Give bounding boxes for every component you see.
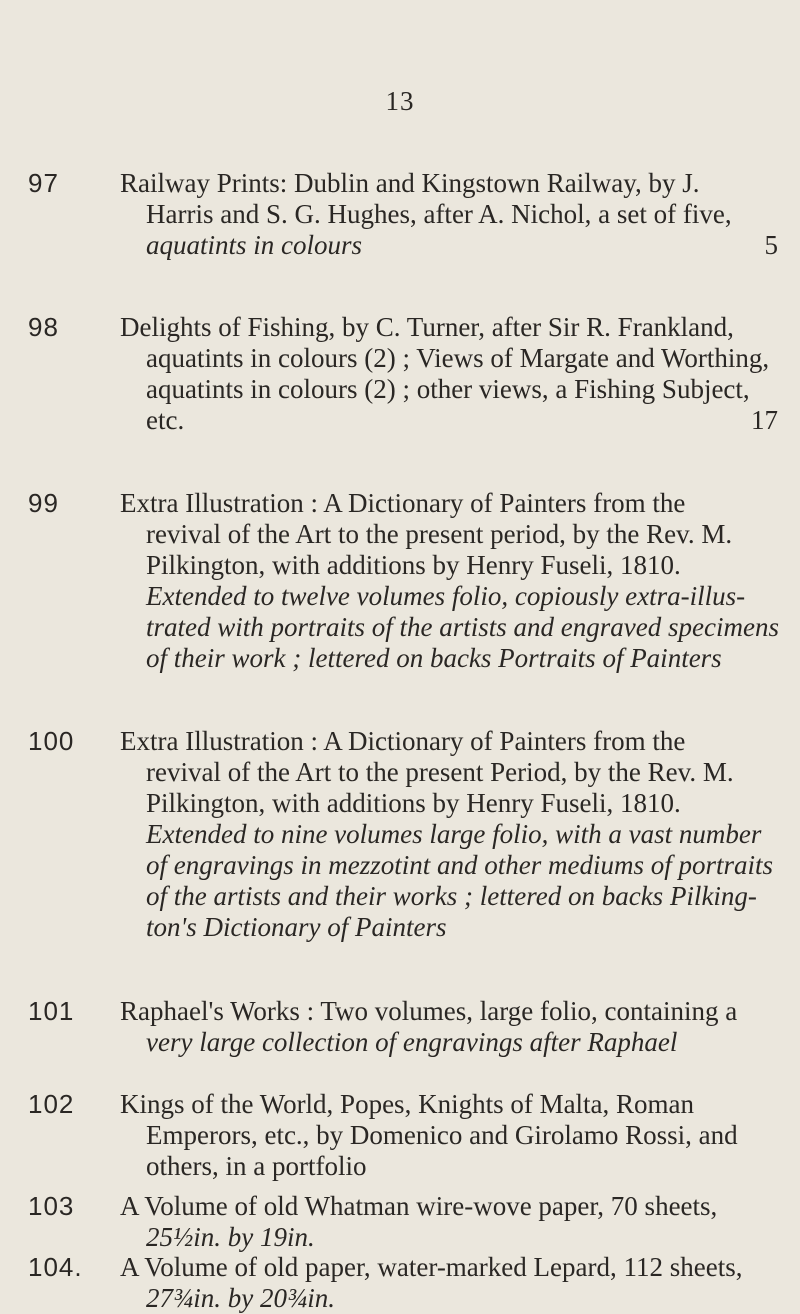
lot-number: 104.	[28, 1252, 83, 1282]
lot-description	[120, 1089, 778, 1182]
lot-quantity: 17	[751, 405, 778, 435]
lot-description	[120, 996, 778, 1058]
lot-line: Pilkington, with additions by Henry Fuseli, 1810.	[146, 550, 681, 580]
lot-line: aquatints in colours (2) ; Views of Margate and Worthing,	[146, 343, 770, 373]
lot-line: others, in a portfolio	[146, 1151, 367, 1181]
page-number: 13	[385, 86, 415, 116]
lot-line: of their work ; lettered on backs Portraits of Painters	[146, 643, 722, 673]
lot-line: aquatints in colours 5	[146, 230, 778, 260]
lot-line: Extended to twelve volumes folio, copiously extra-illus-	[146, 581, 746, 611]
lot-line: A Volume of old paper, water-marked Lepard, 112 sheets,	[120, 1252, 743, 1282]
lot-quantity: 5	[764, 230, 778, 260]
lot-line: 27¾in. by 20¾in.	[146, 1283, 335, 1313]
lot-description	[120, 726, 778, 943]
lot-line: of the artists and their works ; lettered on backs Pilking-	[146, 881, 757, 911]
lot-line: of engravings in mezzotint and other mediums of portraits	[146, 850, 773, 880]
lot-description	[120, 312, 778, 436]
lot-number: 100	[28, 726, 75, 756]
lot-line: 25½in. by 19in.	[146, 1222, 315, 1252]
lot-number: 102	[28, 1089, 75, 1119]
lot-description	[120, 488, 778, 674]
lot-number: 98	[28, 312, 59, 342]
lot-line: Kings of the World, Popes, Knights of Malta, Roman	[120, 1089, 695, 1119]
lot-number: 99	[28, 488, 59, 518]
lot-line: Raphael's Works : Two volumes, large folio, containing a	[120, 996, 738, 1026]
lot-number: 103	[28, 1191, 75, 1221]
lot-line: ton's Dictionary of Painters	[146, 912, 447, 942]
lot-line: Railway Prints: Dublin and Kingstown Railway, by J.	[120, 168, 700, 198]
lot-description	[120, 1252, 778, 1314]
lot-number: 97	[28, 168, 59, 198]
lot-line: etc. 17	[146, 405, 778, 435]
lot-description	[120, 168, 778, 261]
lot-line: Emperors, etc., by Domenico and Girolamo Rossi, and	[146, 1120, 738, 1150]
lot-line: aquatints in colours (2) ; other views, a Fishing Subject,	[146, 374, 750, 404]
lot-line: Pilkington, with additions by Henry Fuseli, 1810.	[146, 788, 681, 818]
lot-line: Extra Illustration : A Dictionary of Painters from the	[120, 726, 686, 756]
lot-line: Extended to nine volumes large folio, with a vast number	[146, 819, 762, 849]
lot-line: trated with portraits of the artists and engraved specimens	[146, 612, 779, 642]
lot-line: revival of the Art to the present period, by the Rev. M.	[146, 519, 733, 549]
lot-description	[120, 1191, 778, 1253]
lot-line: revival of the Art to the present Period, by the Rev. M.	[146, 757, 734, 787]
lot-line: A Volume of old Whatman wire-wove paper, 70 sheets,	[120, 1191, 718, 1221]
lot-line: very large collection of engravings after Raphael	[146, 1027, 678, 1057]
lot-number: 101	[28, 996, 75, 1026]
lot-line: Delights of Fishing, by C. Turner, after Sir R. Frankland,	[120, 312, 734, 342]
lot-line: Harris and S. G. Hughes, after A. Nichol, a set of five,	[146, 199, 732, 229]
lot-line: Extra Illustration : A Dictionary of Painters from the	[120, 488, 686, 518]
